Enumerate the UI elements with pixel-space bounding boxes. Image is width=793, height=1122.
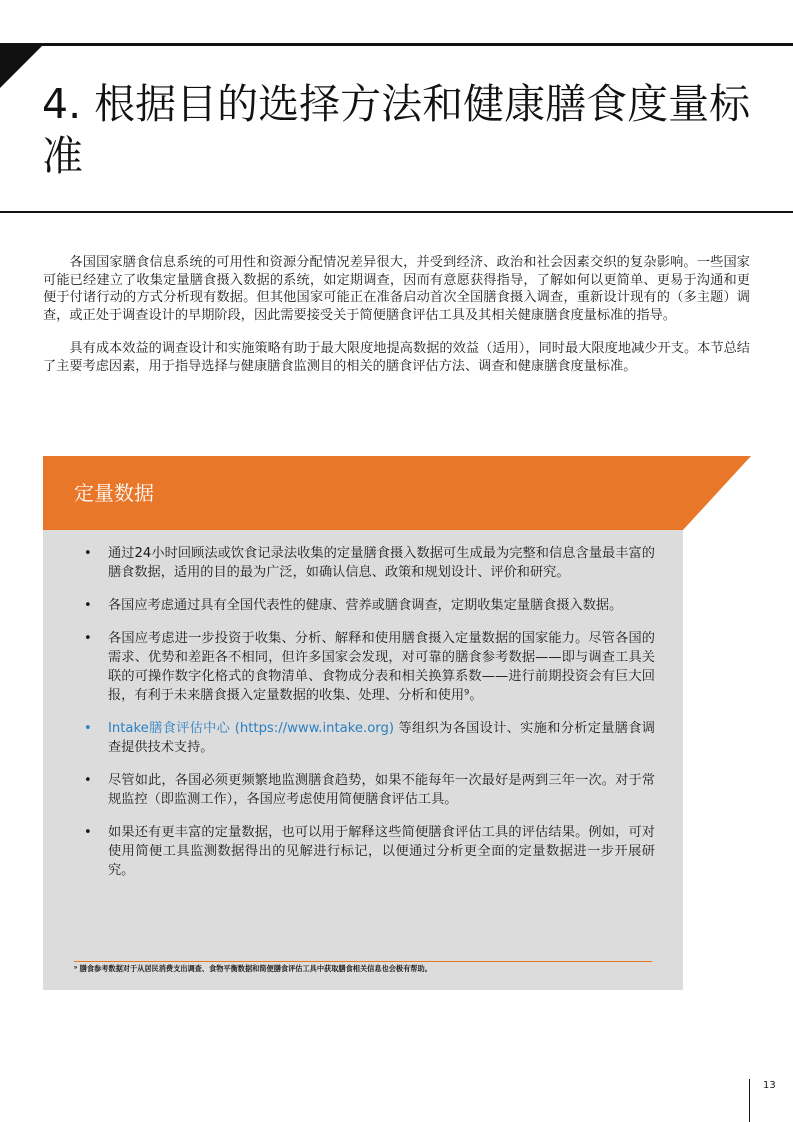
intro-section — [43, 254, 750, 392]
intro-paragraph: 各国国家膳食信息系统的可用性和资源分配情况差异很大，并受到经济、政治和社会因素交织的复杂影响。一些国家可能已经建立了收集定量膳食摄入数据的系统，如定期调查，因而有意愿获得指导，了解如何以更简单、更易于沟通和更便于付诸行动的方式分析现有数据。但其他国家可能正在准备启动首次全国膳食摄入调查，重新设计现有的（多主题）调查，或正处于调查设计的早期阶段，因此需要接受关于简便膳食评估工具及其相关健康膳食度量标准的指导。 — [43, 255, 750, 323]
bullet-text: 如果还有更丰富的定量数据，也可以用于解释这些简便膳食评估工具的评估结果。例如，可对使用简便工具监测数据得出的见解进行标记，以便通过分析更全面的定量数据进一步开展研究。 — [108, 825, 655, 878]
panel-header — [43, 456, 751, 530]
intro-paragraph: 具有成本效益的调查设计和实施策略有助于最大限度地提高数据的效益（适用），同时最大限度地减少开支。本节总结了主要考虑因素，用于指导选择与健康膳食监测目的相关的膳食评估方法、调查和健康膳食度量标准。 — [43, 341, 750, 374]
bullet-icon: • — [84, 598, 92, 613]
footnote: ⁹ 膳食参考数据对于从居民消费支出调查、食物平衡数据和简便膳食评估工具中获取膳食相关信息也会极有帮助。 — [74, 964, 432, 973]
title-bottom-rule — [0, 211, 793, 213]
bullet-icon: • — [84, 825, 92, 840]
bullet-icon: • — [84, 631, 92, 646]
bullet-list — [43, 544, 683, 894]
bullet-icon: • — [84, 721, 92, 736]
footnote-rule — [74, 961, 652, 962]
bullet-text: 各国应考虑通过具有全国代表性的健康、营养或膳食调查，定期收集定量膳食摄入数据。 — [108, 598, 623, 613]
bullet-text: 尽管如此，各国必须更频繁地监测膳食趋势，如果不能每年一次最好是两到三年一次。对于常规监控（即监测工作），各国应考虑使用简便膳食评估工具。 — [108, 773, 655, 807]
bullet-icon: • — [84, 546, 92, 561]
bullet-text: 各国应考虑进一步投资于收集、分析、解释和使用膳食摄入定量数据的国家能力。尽管各国的需求、优势和差距各不相同，但许多国家会发现，对可靠的膳食参考数据——即与调查工具关联的可操作数字化格式的食物清单、食物成分表和相关换算系数——进行前期投资会有巨大回报，有利于未来膳食摄入定量数据的收集、处理、分析和使用⁹。 — [108, 631, 655, 703]
bullet-text: 通过24小时回顾法或饮食记录法收集的定量膳食摄入数据可生成最为完整和信息含量最丰富的膳食数据，适用的目的最为广泛，如确认信息、政策和规划设计、评价和研究。 — [108, 546, 655, 580]
bullet-text: 等组织为各国设计、实施和分析定量膳食调查提供技术支持。 — [108, 721, 655, 755]
list-item — [43, 719, 683, 757]
list-item — [43, 629, 683, 705]
page-number-rule — [749, 1079, 750, 1122]
panel-title: 定量数据 — [74, 481, 154, 505]
list-item — [43, 771, 683, 809]
page-title: 4. 根据目的选择方法和健康膳食度量标准 — [42, 80, 751, 180]
list-item — [43, 544, 683, 582]
top-rule — [0, 43, 793, 46]
bullet-icon: • — [84, 773, 92, 788]
intake-link[interactable]: Intake膳食评估中心 (https://www.intake.org) — [108, 721, 394, 736]
page-number: 13 — [763, 1080, 776, 1091]
list-item — [43, 596, 683, 615]
list-item — [43, 823, 683, 880]
corner-triangle-decoration — [0, 44, 44, 88]
